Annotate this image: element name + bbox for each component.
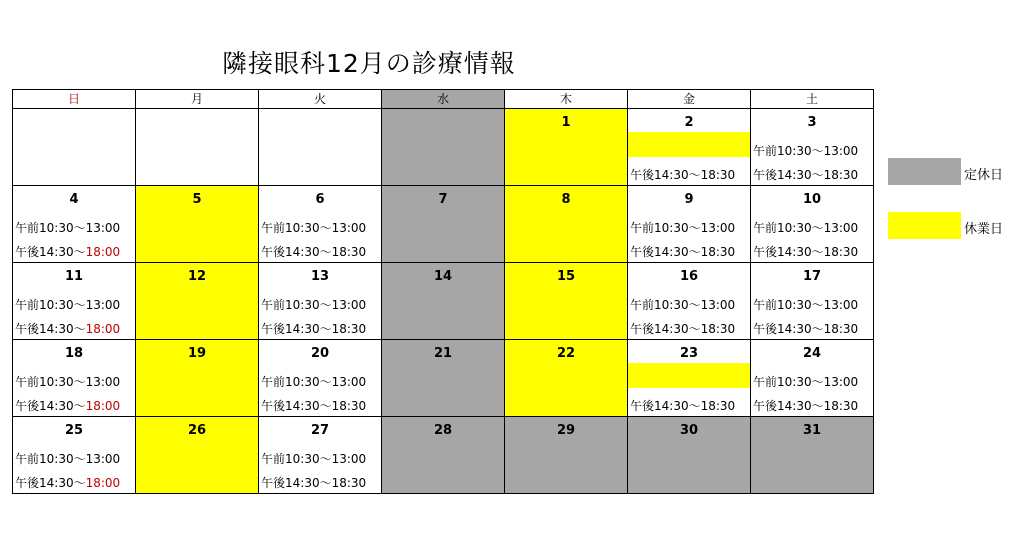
morning-hours: 午前10:30～13:00 bbox=[261, 375, 367, 389]
day-number: 14 bbox=[433, 269, 453, 284]
afternoon-hours: 午後14:30～18:30 bbox=[261, 322, 367, 336]
weekday-mon: 月 bbox=[136, 90, 259, 109]
day-cell bbox=[382, 109, 505, 186]
morning-hours: 午前10:30～13:00 bbox=[261, 298, 367, 312]
day-cell-content bbox=[505, 186, 627, 262]
day-cell-content bbox=[259, 417, 381, 493]
morning-hours: 午前10:30～13:00 bbox=[753, 375, 859, 389]
weekday-wed: 水 bbox=[382, 90, 505, 109]
am-holiday-band bbox=[628, 363, 750, 388]
day-cell bbox=[13, 340, 136, 417]
day-cell bbox=[751, 417, 874, 494]
legend-holiday-swatch bbox=[888, 212, 961, 239]
day-cell-content bbox=[13, 340, 135, 416]
day-cell bbox=[259, 417, 382, 494]
weekday-tue: 火 bbox=[259, 90, 382, 109]
afternoon-hours: 午後14:30～18:30 bbox=[261, 399, 367, 413]
afternoon-hours: 午後14:30～18:30 bbox=[753, 399, 859, 413]
week-row bbox=[13, 186, 874, 263]
day-cell bbox=[505, 263, 628, 340]
day-cell bbox=[13, 186, 136, 263]
afternoon-hours bbox=[15, 397, 120, 414]
day-cell bbox=[628, 340, 751, 417]
week-row bbox=[13, 340, 874, 417]
day-cell-content bbox=[136, 417, 258, 493]
morning-hours: 午前10:30～13:00 bbox=[753, 221, 859, 235]
day-cell-content bbox=[505, 417, 627, 493]
day-number: 4 bbox=[69, 192, 79, 207]
day-cell bbox=[751, 186, 874, 263]
afternoon-hours-start: 午後14:30～ bbox=[15, 245, 86, 259]
morning-hours: 午前10:30～13:00 bbox=[753, 298, 859, 312]
day-cell bbox=[751, 109, 874, 186]
day-cell bbox=[13, 263, 136, 340]
day-cell-content bbox=[751, 263, 873, 339]
day-cell bbox=[136, 109, 259, 186]
legend-holiday-label: 休業日 bbox=[964, 222, 1004, 237]
day-number: 28 bbox=[433, 423, 453, 438]
day-number: 16 bbox=[679, 269, 699, 284]
afternoon-hours: 午後14:30～18:30 bbox=[753, 168, 859, 182]
day-cell-content bbox=[628, 109, 750, 185]
day-number: 5 bbox=[192, 192, 202, 207]
day-cell-content bbox=[259, 186, 381, 262]
morning-hours: 午前10:30～13:00 bbox=[15, 221, 121, 235]
weekday-sat: 土 bbox=[751, 90, 874, 109]
afternoon-hours-end: 18:00 bbox=[85, 399, 121, 413]
day-cell bbox=[751, 340, 874, 417]
afternoon-hours-start: 午後14:30～ bbox=[15, 399, 86, 413]
morning-hours: 午前10:30～13:00 bbox=[15, 375, 121, 389]
day-cell-content bbox=[13, 109, 135, 185]
week-row bbox=[13, 263, 874, 340]
day-cell-content bbox=[136, 186, 258, 262]
afternoon-hours-end: 18:00 bbox=[85, 476, 121, 490]
day-number: 23 bbox=[679, 346, 699, 361]
day-cell bbox=[505, 186, 628, 263]
day-cell bbox=[13, 417, 136, 494]
weekday-header-row bbox=[13, 90, 874, 109]
day-cell-content bbox=[751, 417, 873, 493]
day-cell bbox=[136, 340, 259, 417]
day-number: 27 bbox=[310, 423, 330, 438]
day-cell-content bbox=[751, 340, 873, 416]
afternoon-hours: 午後14:30～18:30 bbox=[630, 168, 736, 182]
day-number: 29 bbox=[556, 423, 576, 438]
afternoon-hours: 午後14:30～18:30 bbox=[630, 322, 736, 336]
day-cell bbox=[136, 186, 259, 263]
day-cell-content bbox=[628, 263, 750, 339]
morning-hours: 午前10:30～13:00 bbox=[261, 452, 367, 466]
day-cell-content bbox=[136, 340, 258, 416]
day-cell-content bbox=[505, 263, 627, 339]
am-holiday-band bbox=[628, 132, 750, 157]
week-row bbox=[13, 109, 874, 186]
day-number: 12 bbox=[187, 269, 207, 284]
day-cell-content bbox=[505, 340, 627, 416]
calendar-body bbox=[13, 109, 874, 494]
day-cell bbox=[751, 263, 874, 340]
morning-hours: 午前10:30～13:00 bbox=[261, 221, 367, 235]
day-cell bbox=[259, 186, 382, 263]
day-number: 17 bbox=[802, 269, 822, 284]
afternoon-hours: 午後14:30～18:30 bbox=[630, 245, 736, 259]
day-cell-content bbox=[751, 186, 873, 262]
day-cell-content bbox=[628, 340, 750, 416]
day-number: 19 bbox=[187, 346, 207, 361]
afternoon-hours bbox=[15, 320, 120, 337]
day-cell-content bbox=[628, 417, 750, 493]
afternoon-hours-end: 18:00 bbox=[85, 245, 121, 259]
weekday-thu: 木 bbox=[505, 90, 628, 109]
afternoon-hours bbox=[15, 243, 120, 260]
page-title: 隣接眼科12月の診療情報 bbox=[222, 49, 516, 78]
day-number: 13 bbox=[310, 269, 330, 284]
day-number: 8 bbox=[561, 192, 571, 207]
afternoon-hours: 午後14:30～18:30 bbox=[630, 399, 736, 413]
day-number: 22 bbox=[556, 346, 576, 361]
day-cell bbox=[136, 263, 259, 340]
afternoon-hours bbox=[15, 474, 120, 491]
day-cell bbox=[628, 417, 751, 494]
weekday-fri: 金 bbox=[628, 90, 751, 109]
day-cell bbox=[382, 340, 505, 417]
day-cell-content bbox=[13, 263, 135, 339]
afternoon-hours: 午後14:30～18:30 bbox=[753, 245, 859, 259]
morning-hours: 午前10:30～13:00 bbox=[630, 298, 736, 312]
day-number: 31 bbox=[802, 423, 822, 438]
day-number: 3 bbox=[807, 115, 817, 130]
day-cell bbox=[259, 109, 382, 186]
day-number: 26 bbox=[187, 423, 207, 438]
day-number: 21 bbox=[433, 346, 453, 361]
day-cell-content bbox=[136, 263, 258, 339]
day-number: 30 bbox=[679, 423, 699, 438]
day-number: 15 bbox=[556, 269, 576, 284]
day-cell bbox=[505, 417, 628, 494]
week-row bbox=[13, 417, 874, 494]
legend-closed-label: 定休日 bbox=[964, 168, 1004, 183]
day-cell-content bbox=[751, 109, 873, 185]
day-number: 24 bbox=[802, 346, 822, 361]
calendar-table bbox=[12, 89, 874, 494]
day-cell-content bbox=[628, 186, 750, 262]
afternoon-hours: 午後14:30～18:30 bbox=[753, 322, 859, 336]
weekday-sun: 日 bbox=[13, 90, 136, 109]
day-number: 6 bbox=[315, 192, 325, 207]
day-cell-content bbox=[382, 263, 504, 339]
day-cell-content bbox=[13, 417, 135, 493]
afternoon-hours-start: 午後14:30～ bbox=[15, 322, 86, 336]
day-number: 25 bbox=[64, 423, 84, 438]
day-cell bbox=[259, 340, 382, 417]
afternoon-hours-end: 18:00 bbox=[85, 322, 121, 336]
day-number: 2 bbox=[684, 115, 694, 130]
day-cell bbox=[628, 263, 751, 340]
day-cell bbox=[136, 417, 259, 494]
day-cell-content bbox=[13, 186, 135, 262]
morning-hours: 午前10:30～13:00 bbox=[15, 452, 121, 466]
morning-hours: 午前10:30～13:00 bbox=[753, 144, 859, 158]
day-number: 18 bbox=[64, 346, 84, 361]
afternoon-hours: 午後14:30～18:30 bbox=[261, 476, 367, 490]
day-cell bbox=[382, 417, 505, 494]
afternoon-hours-start: 午後14:30～ bbox=[15, 476, 86, 490]
day-number: 20 bbox=[310, 346, 330, 361]
day-cell-content bbox=[382, 186, 504, 262]
day-cell-content bbox=[382, 340, 504, 416]
day-cell bbox=[628, 186, 751, 263]
day-cell-content bbox=[382, 417, 504, 493]
day-number: 7 bbox=[438, 192, 448, 207]
day-cell bbox=[505, 109, 628, 186]
afternoon-hours: 午後14:30～18:30 bbox=[261, 245, 367, 259]
day-cell bbox=[382, 263, 505, 340]
day-cell bbox=[382, 186, 505, 263]
day-cell-content bbox=[259, 263, 381, 339]
day-cell-content bbox=[382, 109, 504, 185]
morning-hours: 午前10:30～13:00 bbox=[15, 298, 121, 312]
day-cell bbox=[505, 340, 628, 417]
day-number: 1 bbox=[561, 115, 571, 130]
day-number: 10 bbox=[802, 192, 822, 207]
legend-closed-swatch bbox=[888, 158, 961, 185]
morning-hours: 午前10:30～13:00 bbox=[630, 221, 736, 235]
day-number: 11 bbox=[64, 269, 84, 284]
day-cell bbox=[259, 263, 382, 340]
day-cell-content bbox=[136, 109, 258, 185]
day-cell bbox=[13, 109, 136, 186]
day-cell-content bbox=[259, 109, 381, 185]
day-number: 9 bbox=[684, 192, 694, 207]
day-cell bbox=[628, 109, 751, 186]
day-cell-content bbox=[505, 109, 627, 185]
day-cell-content bbox=[259, 340, 381, 416]
